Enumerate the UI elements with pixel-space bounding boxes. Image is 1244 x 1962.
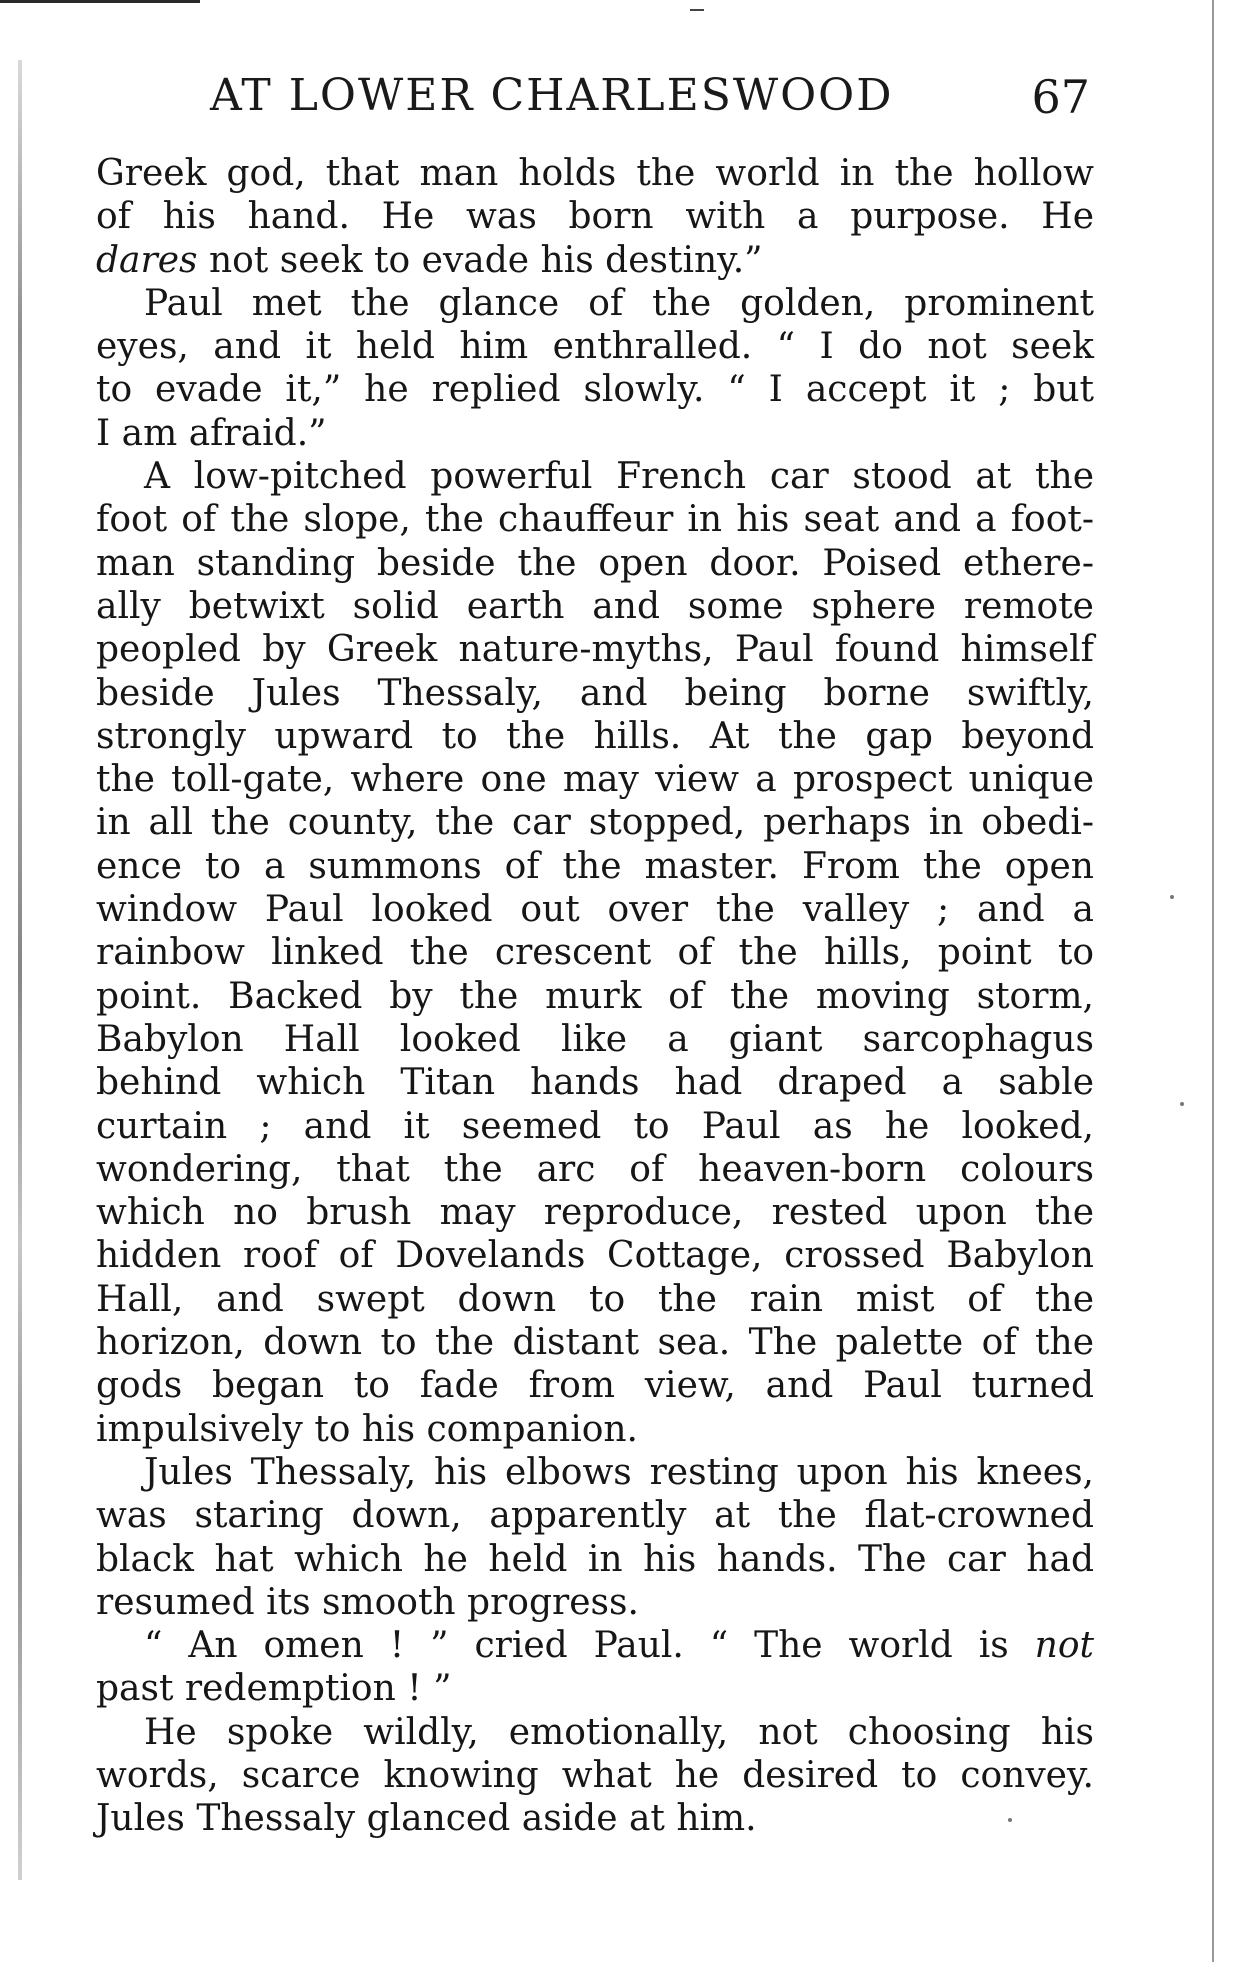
text-line: hidden roof of Dovelands Cottage, crossed Babylon [96,1235,1094,1277]
text-line: in all the county, the car stopped, perhaps in obedi- [96,802,1094,844]
text-line: impulsively to his companion. [96,1408,639,1450]
page-header [210,70,1090,130]
page-gutter-shadow [18,60,22,1880]
text-line: ally betwixt solid earth and some sphere remote [96,585,1094,627]
text-line: past redemption ! ” [96,1668,452,1710]
text-line: beside Jules Thessaly, and being borne swiftly, [96,672,1094,714]
scan-mark [690,9,704,11]
text-line: peopled by Greek nature-myths, Paul found himself [96,629,1094,671]
text-line: gods began to fade from view, and Paul turned [96,1365,1094,1407]
text-line: of his hand. He was born with a purpose. He [96,196,1094,238]
text-span: “ An omen ! ” cried Paul. “ The world is [144,1625,1035,1667]
text-line: I am afraid.” [96,412,327,454]
running-head: AT LOWER CHARLESWOOD [210,70,894,121]
text-span: not seek to evade his destiny.” [197,239,763,281]
text-line: the toll-gate, where one may view a prospect unique [96,759,1094,801]
text-line: wondering, that the arc of heaven-born colours [96,1148,1094,1190]
page-edge-right [1212,0,1214,1962]
text-line: point. Backed by the murk of the moving storm, [96,975,1094,1017]
paragraph-start-line: Paul met the glance of the golden, prominent [144,282,1094,324]
text-line: Greek god, that man holds the world in the hollow [96,153,1094,194]
page-number: 67 [1031,70,1090,124]
text-line: Hall, and swept down to the rain mist of the [96,1278,1094,1320]
scan-edge-top [0,0,200,3]
text-line: behind which Titan hands had draped a sable [96,1062,1094,1104]
text-line: resumed its smooth progress. [96,1581,639,1623]
text-line: foot of the slope, the chauffeur in his seat and a foot- [96,499,1094,541]
text-line: horizon, down to the distant sea. The palette of the [96,1322,1094,1364]
text-line: window Paul looked out over the valley ; and a [96,889,1094,931]
text-line: words, scarce knowing what he desired to convey. [96,1754,1094,1796]
text-line [96,239,1094,282]
text-line: black hat which he held in his hands. The car had [96,1538,1094,1580]
scan-speck [1170,895,1174,899]
paragraph-start-line: Jules Thessaly, his elbows resting upon his knees, [144,1451,1094,1493]
text-line: ence to a summons of the master. From the open [96,845,1094,887]
text-line: Jules Thessaly glanced aside at him. [96,1798,757,1840]
text-line: rainbow linked the crescent of the hills, point to [96,932,1094,974]
text-line: Babylon Hall looked like a giant sarcophagus [96,1018,1094,1060]
text-line: curtain ; and it seemed to Paul as he looked, [96,1105,1094,1147]
italic-word: not [1034,1625,1094,1667]
paragraph-start-line: He spoke wildly, emotionally, not choosing his [144,1711,1094,1753]
text-line: was staring down, apparently at the flat-crowned [96,1495,1094,1537]
text-line: to evade it,” he replied slowly. “ I accept it ; but [96,369,1094,411]
scan-speck [1180,1102,1184,1106]
paragraph-start-line [96,1624,1094,1667]
italic-word: dares [96,239,198,281]
text-line: man standing beside the open door. Poised ethere- [96,542,1094,584]
text-line: eyes, and it held him enthralled. “ I do not seek [96,326,1094,368]
paragraph-start-line: A low-pitched powerful French car stood at the [144,456,1094,498]
body-text [96,152,1094,1841]
text-line: which no brush may reproduce, rested upon the [96,1192,1094,1234]
text-line: strongly upward to the hills. At the gap beyond [96,715,1094,757]
